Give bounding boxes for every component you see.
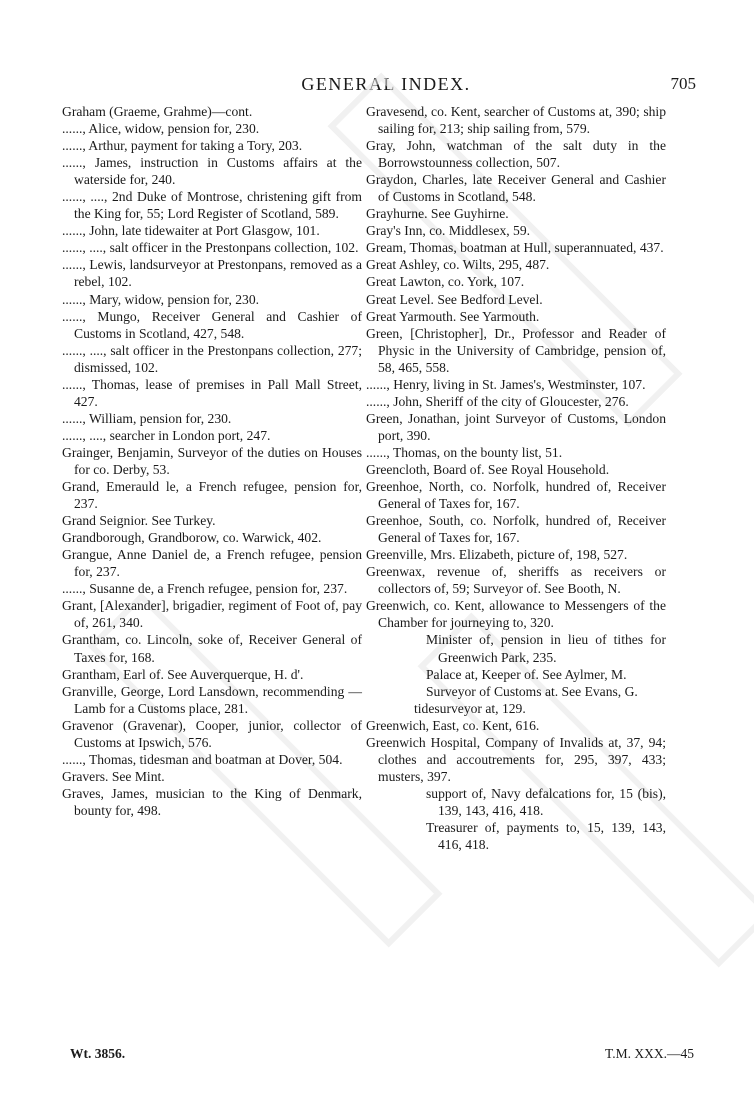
index-column-left bbox=[62, 103, 362, 819]
index-entry: support of, Navy defalcations for, 15 (bis), 139, 143, 416, 418. bbox=[426, 785, 666, 818]
index-entry: Treasurer of, payments to, 15, 139, 143, 416, 418. bbox=[426, 819, 666, 853]
index-entry: tidesurveyor at, 129. bbox=[414, 700, 526, 716]
index-entry: Greencloth, Board of. See Royal Household. bbox=[366, 461, 610, 477]
index-entry: Grainger, Benjamin, Surveyor of the duties on Houses for co. Derby, 53. bbox=[62, 444, 362, 477]
index-entry: ......, William, pension for, 230. bbox=[62, 410, 232, 426]
index-entry: Grayhurne. See Guyhirne. bbox=[366, 206, 509, 222]
page-footer bbox=[62, 1046, 710, 1066]
index-column-right bbox=[366, 103, 666, 853]
index-entry: Green, Jonathan, joint Surveyor of Customs, London port, 390. bbox=[366, 410, 666, 443]
index-entry: ......, John, Sheriff of the city of Gloucester, 276. bbox=[366, 393, 629, 409]
index-entry: Palace at, Keeper of. See Aylmer, M. bbox=[426, 666, 627, 682]
index-entry: ......, Arthur, payment for taking a Tory, 203. bbox=[62, 138, 303, 154]
index-entry: Grand, Emerauld le, a French refugee, pension for, 237. bbox=[62, 479, 362, 512]
index-entry: Gray, John, watchman of the salt duty in the Borrowstounness collection, 507. bbox=[366, 138, 666, 171]
index-entry: ......, ...., searcher in London port, 247. bbox=[62, 427, 271, 443]
index-entry: ......, Mary, widow, pension for, 230. bbox=[62, 291, 260, 307]
index-entry: ......, Alice, widow, pension for, 230. bbox=[62, 121, 260, 137]
index-entry: ......, Mungo, Receiver General and Cashier of Customs in Scotland, 427, 548. bbox=[62, 308, 362, 341]
index-entry: Surveyor of Customs at. See Evans, G. bbox=[426, 683, 638, 699]
index-entry: Gravesend, co. Kent, searcher of Customs at, 390; ship sailing for, 213; ship sailing from, 579. bbox=[366, 104, 666, 137]
index-entry: ......, ...., salt officer in the Prestonpans collection, 277; dismissed, 102. bbox=[62, 342, 362, 375]
index-entry: Great Level. See Bedford Level. bbox=[366, 291, 543, 307]
index-entry: Minister of, pension in lieu of tithes for Greenwich Park, 235. bbox=[426, 632, 666, 665]
footer-print-mark: Wt. 3856. bbox=[70, 1046, 126, 1061]
index-entry: ......, John, late tidewaiter at Port Glasgow, 101. bbox=[62, 223, 320, 239]
index-entry: Grant, [Alexander], brigadier, regiment of Foot of, pay of, 261, 340. bbox=[62, 598, 362, 631]
index-entry: Great Ashley, co. Wilts, 295, 487. bbox=[366, 257, 550, 273]
index-entry: ......, Thomas, tidesman and boatman at Dover, 504. bbox=[62, 751, 343, 767]
index-entry: Grantham, Earl of. See Auverquerque, H. d'. bbox=[62, 666, 304, 682]
index-entry: Greenwax, revenue of, sheriffs as receivers or collectors of, 59; Surveyor of. See Booth, N. bbox=[366, 564, 666, 597]
index-entry: Greenhoe, South, co. Norfolk, hundred of, Receiver General of Taxes for, 167. bbox=[366, 513, 666, 546]
index-entry: Gray's Inn, co. Middlesex, 59. bbox=[366, 223, 531, 239]
index-entry: Grangue, Anne Daniel de, a French refugee, pension for, 237. bbox=[62, 547, 362, 580]
index-entry: ......, James, instruction in Customs affairs at the waterside for, 240. bbox=[62, 155, 362, 188]
index-entry: Greenwich Hospital, Company of Invalids at, 37, 94; clothes and accoutrements for, 295, 397, 433; musters, 397. bbox=[366, 734, 666, 784]
index-entry: Green, [Christopher], Dr., Professor and Reader of Physic in the University of Cambridge, pension of, 58, 465, 558. bbox=[366, 325, 666, 375]
index-entry: Great Yarmouth. See Yarmouth. bbox=[366, 308, 540, 324]
index-entry: Grandborough, Grandborow, co. Warwick, 402. bbox=[62, 530, 322, 546]
index-entry: Graydon, Charles, late Receiver General and Cashier of Customs in Scotland, 548. bbox=[366, 172, 666, 205]
footer-volume-mark: T.M. XXX.—45 bbox=[605, 1046, 694, 1061]
index-entry: Grantham, co. Lincoln, soke of, Receiver General of Taxes for, 168. bbox=[62, 632, 362, 665]
index-entry: Great Lawton, co. York, 107. bbox=[366, 274, 525, 290]
index-entry: Greenwich, East, co. Kent, 616. bbox=[366, 717, 540, 733]
index-entry: ......, Henry, living in St. James's, Westminster, 107. bbox=[366, 376, 646, 392]
page-title: GENERAL INDEX. bbox=[301, 74, 471, 94]
page-header bbox=[62, 72, 710, 98]
index-entry: Greenville, Mrs. Elizabeth, picture of, 198, 527. bbox=[366, 547, 628, 563]
index-entry: Greenwich, co. Kent, allowance to Messengers of the Chamber for journeying to, 320. bbox=[366, 598, 666, 631]
index-entry: ......, ...., salt officer in the Prestonpans collection, 102. bbox=[62, 240, 359, 256]
index-entry: Graham (Graeme, Grahme)—cont. bbox=[62, 104, 253, 119]
index-entry: ......, Thomas, on the bounty list, 51. bbox=[366, 444, 563, 460]
index-entry: Gravenor (Gravenar), Cooper, junior, collector of Customs at Ipswich, 576. bbox=[62, 717, 362, 750]
index-entry: Grand Seignior. See Turkey. bbox=[62, 513, 216, 529]
index-entry: ......, Susanne de, a French refugee, pension for, 237. bbox=[62, 581, 348, 597]
index-entry: Graves, James, musician to the King of Denmark, bounty for, 498. bbox=[62, 785, 362, 818]
index-entry: Granville, George, Lord Lansdown, recommending — Lamb for a Customs place, 281. bbox=[62, 683, 362, 716]
index-entry: ......, Thomas, lease of premises in Pall Mall Street, 427. bbox=[62, 376, 362, 409]
index-entry: ......, Lewis, landsurveyor at Prestonpans, removed as a rebel, 102. bbox=[62, 257, 362, 290]
index-entry: ......, ...., 2nd Duke of Montrose, christening gift from the King for, 55; Lord Register of Scotland, 589. bbox=[62, 189, 362, 222]
index-entry: Gravers. See Mint. bbox=[62, 768, 165, 784]
index-entry: Greenhoe, North, co. Norfolk, hundred of, Receiver General of Taxes for, 167. bbox=[366, 479, 666, 512]
page-number: 705 bbox=[670, 74, 696, 93]
index-entry: Gream, Thomas, boatman at Hull, superannuated, 437. bbox=[366, 240, 664, 256]
